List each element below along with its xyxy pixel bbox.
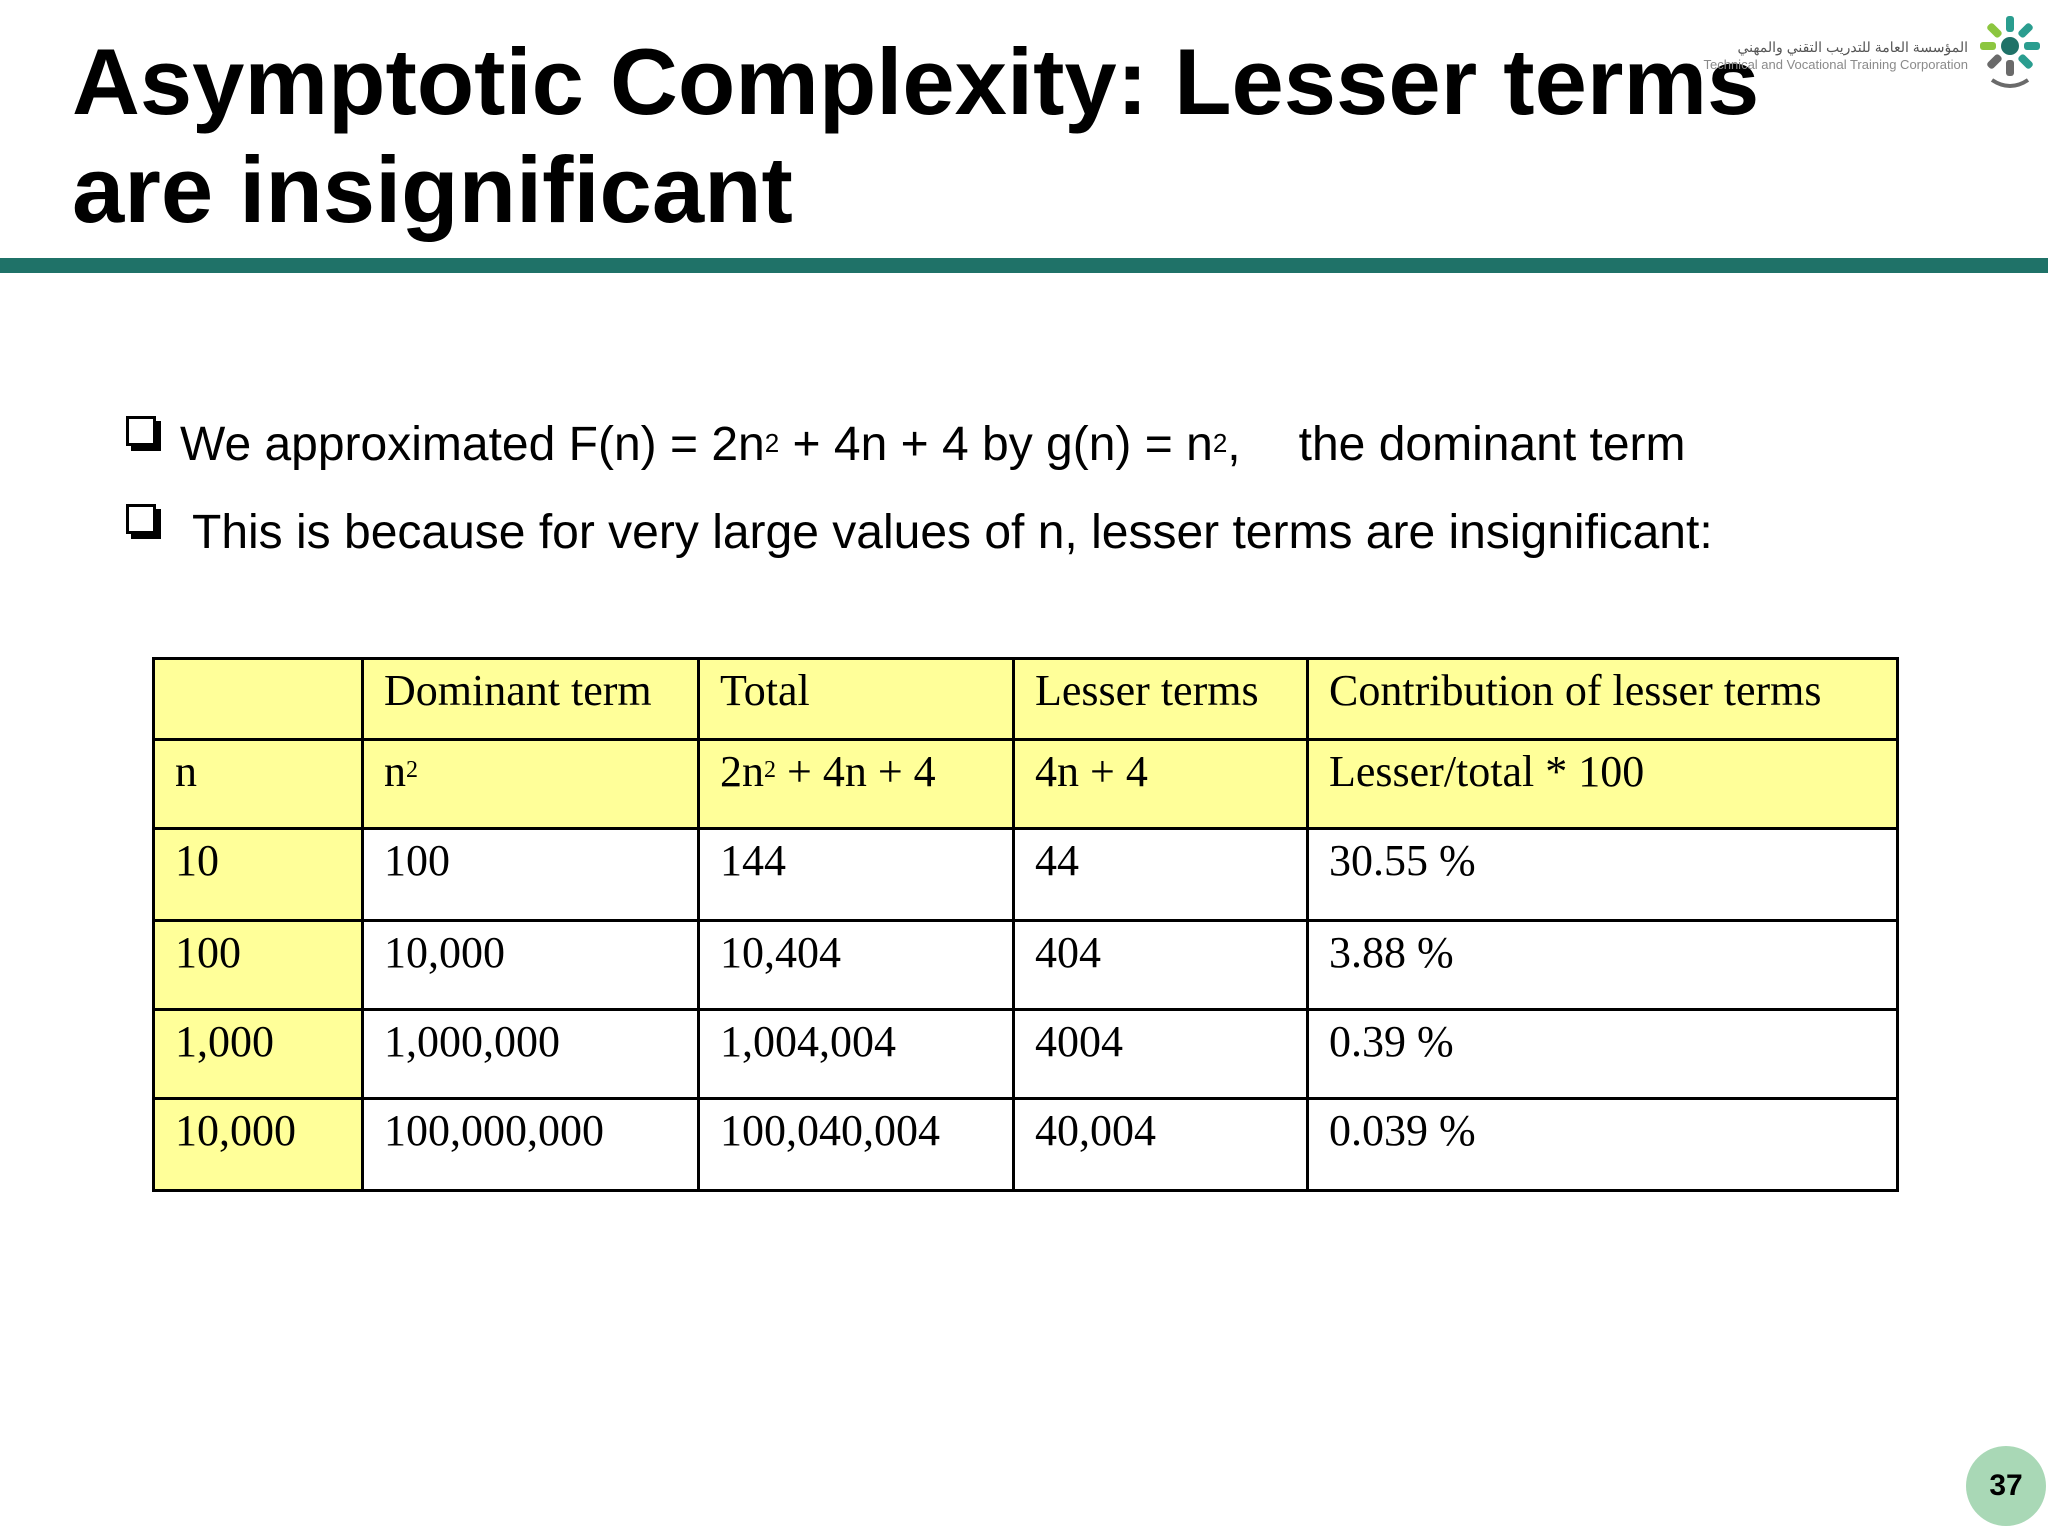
table-cell: 44: [1014, 829, 1308, 921]
table-header-row: [154, 659, 1898, 740]
table-cell: 1,000,000: [363, 1010, 699, 1099]
table-cell: 100,000,000: [363, 1099, 699, 1191]
organization-logo: [1703, 10, 2046, 90]
bullet-text: This is because for very large values of n, lesser terms are insignificant:: [192, 506, 1713, 559]
bullet-text-part: ,: [1227, 418, 1241, 471]
table-header-cell: [154, 659, 363, 740]
slide-title: Asymptotic Complexity: Lesser terms are insignificant: [72, 29, 1760, 242]
superscript: 2: [406, 757, 418, 783]
bullet-text-part: + 4n + 4 by g(n) = n: [779, 418, 1213, 471]
superscript: 2: [764, 757, 776, 783]
table-header-cell: [699, 740, 1014, 829]
table-row: [154, 921, 1898, 1010]
table-row: [154, 1099, 1898, 1191]
superscript: 2: [764, 428, 780, 458]
table-cell: 40,004: [1014, 1099, 1308, 1191]
table-cell: 10,404: [699, 921, 1014, 1010]
bullet-list: [126, 408, 1966, 584]
table-cell-n: 100: [154, 921, 363, 1010]
table-cell: 100,040,004: [699, 1099, 1014, 1191]
bullet-text-part: We approximated F(n) = 2n: [180, 418, 765, 471]
table-row: [154, 1010, 1898, 1099]
table-cell: 4004: [1014, 1010, 1308, 1099]
checkbox-bullet-icon: [126, 504, 156, 534]
superscript: 2: [1212, 428, 1228, 458]
bullet-item: [126, 496, 1966, 584]
table-cell: 404: [1014, 921, 1308, 1010]
logo-text: [1703, 38, 1968, 74]
table-cell: 0.039 %: [1308, 1099, 1898, 1191]
table-cell: 100: [363, 829, 699, 921]
logo-star-icon: [1974, 10, 2046, 90]
table-cell: 0.39 %: [1308, 1010, 1898, 1099]
table-formula-row: [154, 740, 1898, 829]
table-cell-n: 10: [154, 829, 363, 921]
table-cell: 1,004,004: [699, 1010, 1014, 1099]
table-header-cell: [363, 740, 699, 829]
logo-english-text: Technical and Vocational Training Corporation: [1703, 57, 1968, 72]
table-header-cell: 4n + 4: [1014, 740, 1308, 829]
table-row: [154, 829, 1898, 921]
complexity-table: [152, 657, 1899, 1192]
table-cell: 144: [699, 829, 1014, 921]
table-header-cell: n: [154, 740, 363, 829]
checkbox-bullet-icon: [126, 416, 156, 446]
title-divider: [0, 258, 2048, 273]
bullet-text-part: the dominant term: [1298, 418, 1686, 471]
table-cell-n: 1,000: [154, 1010, 363, 1099]
table-header-cell: Total: [699, 659, 1014, 740]
table-cell: 10,000: [363, 921, 699, 1010]
table-cell-n: 10,000: [154, 1099, 363, 1191]
formula-text: n: [384, 747, 406, 796]
page-number-badge: 37: [1966, 1446, 2046, 1526]
table-header-cell: Contribution of lesser terms: [1308, 659, 1898, 740]
table-cell: 3.88 %: [1308, 921, 1898, 1010]
formula-text: + 4n + 4: [776, 747, 936, 796]
table-header-cell: Dominant term: [363, 659, 699, 740]
table-header-cell: Lesser/total * 100: [1308, 740, 1898, 829]
bullet-item: [126, 408, 1966, 496]
logo-arabic-text: المؤسسة العامة للتدريب التقني والمهني: [1737, 39, 1968, 55]
formula-text: 2n: [720, 747, 764, 796]
table-cell: 30.55 %: [1308, 829, 1898, 921]
table-header-cell: Lesser terms: [1014, 659, 1308, 740]
